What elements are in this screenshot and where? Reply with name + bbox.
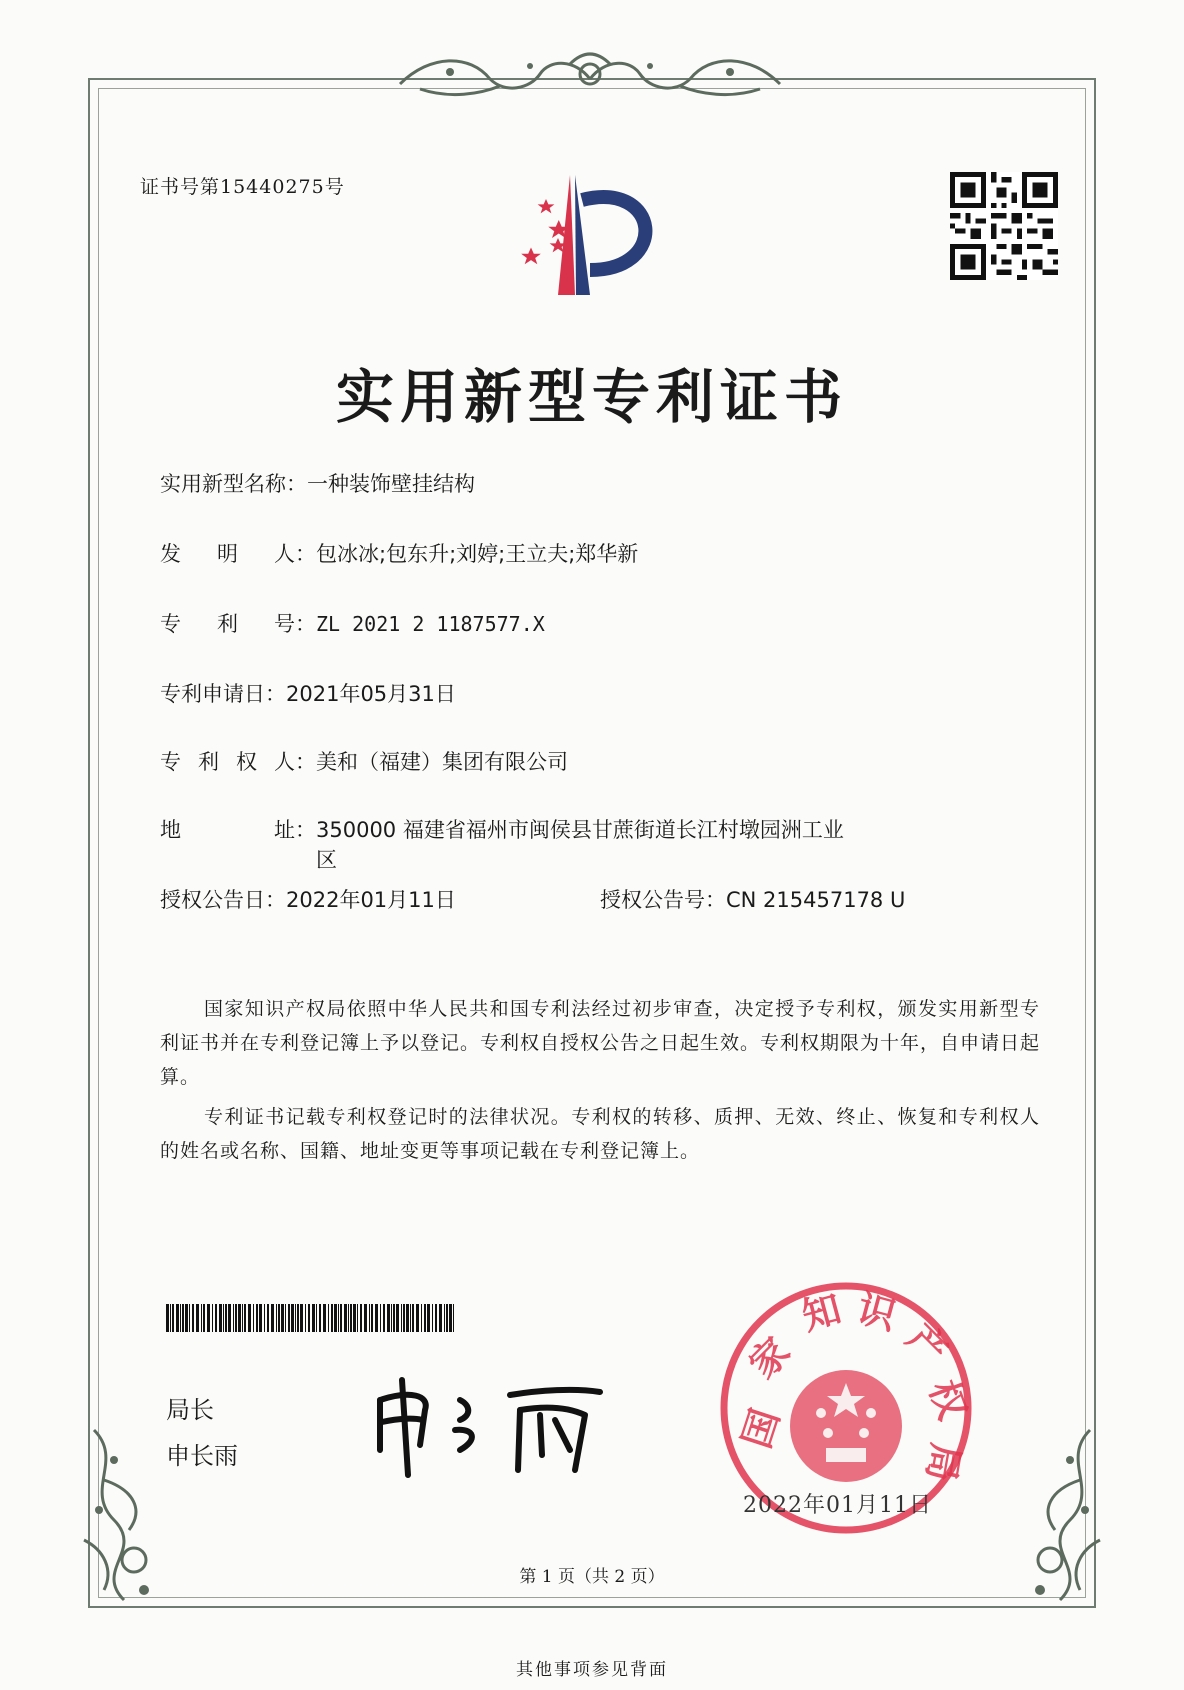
inventor-value: 包冰冰;包东升;刘婷;王立夫;郑华新 [316,542,639,566]
patentee-label: 专 利 权 人 [160,750,295,774]
name-value: 一种装饰壁挂结构 [307,472,475,496]
application-date-value: 2021年05月31日 [286,682,456,706]
svg-text:知: 知 [797,1286,846,1339]
top-ornament [390,44,790,104]
field-address: 地 址 ：350000 福建省福州市闽侯县甘蔗街道长江村墩园洲工业 区 [160,814,844,874]
name-label: 实用新型名称： [160,472,307,496]
grant-number-label: 授权公告号： [600,888,726,912]
grant-date-value: 2022年01月11日 [286,888,456,912]
svg-text:局: 局 [918,1439,969,1486]
cnipa-logo-icon [510,160,690,300]
footer-note: 其他事项参见背面 [516,1660,668,1680]
patentee-value: 美和（福建）集团有限公司 [316,750,568,774]
director-name: 申长雨 [166,1442,238,1470]
field-application-date [160,678,456,708]
qr-code [950,172,1058,280]
page-number: 第 1 页（共 2 页） [519,1567,665,1587]
patent-number-label: 专 利 号 [160,612,295,636]
certificate-title: 实用新型专利证书 [335,363,848,431]
certificate-legal-paragraph: 专利证书记载专利权登记时的法律状况。专利权的转移、质押、无效、终止、恢复和专利权人的姓名或名称、国籍、地址变更等事项记载在专利登记簿上。 [160,1106,1040,1162]
barcode [166,1304,458,1332]
director-signature [360,1360,610,1480]
field-utility-model-name [160,468,475,498]
field-grant-date [160,884,456,914]
certificate-number: 证书号第15440275号 [140,176,345,198]
grant-date-label: 授权公告日： [160,888,286,912]
director-title: 局长 [166,1396,214,1424]
field-patentee: 专 利 权 人 ：美和（福建）集团有限公司 [160,746,568,776]
inventor-label: 发 明 人 [160,542,295,566]
application-date-label: 专利申请日： [160,682,286,706]
address-value: 350000 福建省福州市闽侯县甘蔗街道长江村墩园洲工业 区 [316,818,844,872]
field-inventors: 发 明 人 ：包冰冰;包东升;刘婷;王立夫;郑华新 [160,538,638,568]
field-patent-number: 专 利 号 ：ZL 2021 2 1187577.X [160,608,545,638]
svg-text:权: 权 [920,1374,976,1426]
grant-number-value: CN 215457178 U [726,888,906,912]
svg-text:家: 家 [740,1328,799,1387]
certificate-statement-paragraph: 国家知识产权局依照中华人民共和国专利法经过初步审查，决定授予专利权，颁发实用新型专利证书并在专利登记簿上予以登记。专利权自授权公告之日起生效。专利权期限为十年，自申请日起算。 [160,998,1041,1088]
patent-number-value: ZL 2021 2 1187577.X [316,612,545,636]
svg-text:国: 国 [734,1403,788,1454]
field-grant-number [600,884,905,914]
seal-date: 2022年01月11日 [743,1493,932,1518]
address-label: 地 址 [160,818,295,842]
svg-text:识: 识 [852,1286,901,1339]
svg-text:产: 产 [898,1315,957,1374]
